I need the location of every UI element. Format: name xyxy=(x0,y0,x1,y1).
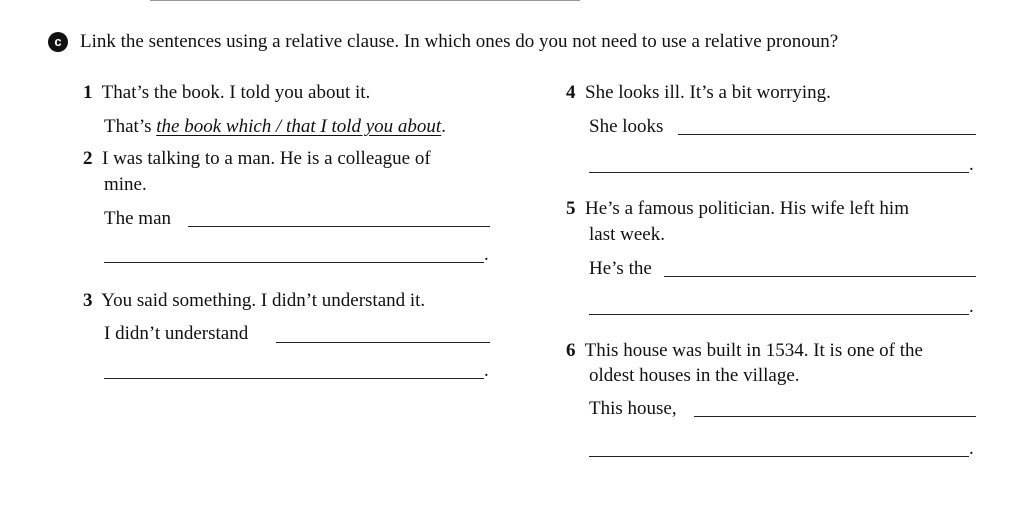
item-number: 5 xyxy=(566,198,576,219)
item-1 xyxy=(83,82,370,104)
answer-end: . xyxy=(969,438,974,459)
item-prompt: That’s the book. I told you about it. xyxy=(101,82,371,103)
answer-stem: He’s the xyxy=(589,258,652,279)
item-4 xyxy=(566,82,831,104)
answer-filled: the book which / that I told you about xyxy=(156,116,442,137)
answer-end: . xyxy=(484,360,489,381)
item-number: 2 xyxy=(83,148,93,169)
item-prompt-line1: He’s a famous politician. His wife left him xyxy=(585,198,909,219)
answer-blank[interactable] xyxy=(104,262,484,263)
answer-stem: The man xyxy=(104,208,172,229)
item-number: 4 xyxy=(566,82,576,103)
exercise-marker-icon: c xyxy=(48,32,68,52)
item-prompt-line2: last week. xyxy=(589,224,665,245)
answer-blank[interactable] xyxy=(589,314,969,315)
answer-end: . xyxy=(484,244,489,265)
answer-stem: This house, xyxy=(589,398,677,419)
item-1-answer xyxy=(104,116,446,138)
answer-blank[interactable] xyxy=(104,378,484,379)
item-number: 3 xyxy=(83,290,93,311)
answer-blank[interactable] xyxy=(664,276,976,277)
item-6 xyxy=(566,340,923,362)
item-prompt-line1: This house was built in 1534. It is one of the xyxy=(584,340,923,361)
top-rule xyxy=(150,0,580,1)
item-prompt-line2: oldest houses in the village. xyxy=(589,365,800,386)
answer-stem: I didn’t understand xyxy=(104,323,249,344)
answer-blank[interactable] xyxy=(589,172,969,173)
answer-blank[interactable] xyxy=(188,226,490,227)
answer-stem: She looks xyxy=(589,116,664,137)
answer-blank[interactable] xyxy=(276,342,490,343)
item-prompt: You said something. I didn’t understand it. xyxy=(101,290,426,311)
answer-end: . xyxy=(441,116,446,137)
item-prompt-line2: mine. xyxy=(104,174,147,195)
item-prompt-line1: I was talking to a man. He is a colleague of xyxy=(102,148,431,169)
answer-blank[interactable] xyxy=(694,416,976,417)
answer-end: . xyxy=(969,154,974,175)
item-number: 1 xyxy=(83,82,93,103)
answer-stem: That’s xyxy=(104,116,152,137)
item-2 xyxy=(83,148,431,170)
answer-end: . xyxy=(969,296,974,317)
item-5 xyxy=(566,198,909,220)
item-3 xyxy=(83,290,425,312)
answer-blank[interactable] xyxy=(678,134,976,135)
item-number: 6 xyxy=(566,340,576,361)
item-prompt: She looks ill. It’s a bit worrying. xyxy=(585,82,831,103)
exercise-instruction: Link the sentences using a relative clause. In which ones do you not need to use a relative pronoun? xyxy=(80,31,839,52)
answer-blank[interactable] xyxy=(589,456,969,457)
